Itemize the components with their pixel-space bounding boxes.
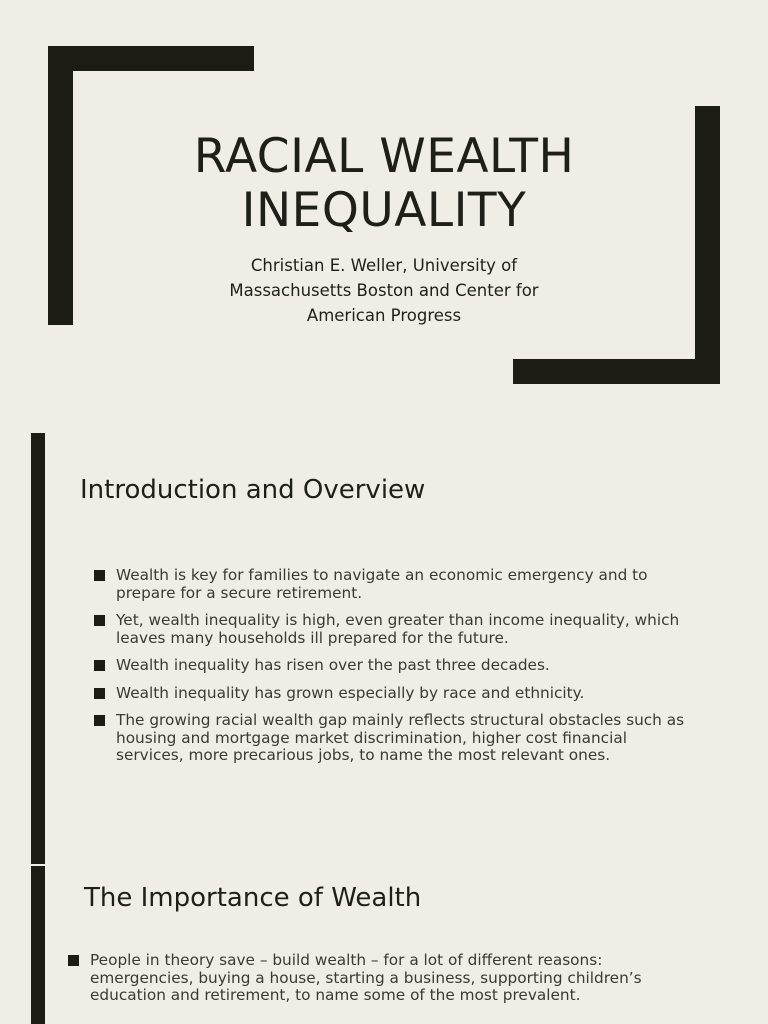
frame-bar-bottom [513,359,720,384]
subtitle-line3: American Progress [306,306,462,325]
importance-bullet-list [66,952,696,1015]
list-item: People in theory save – build wealth – for a lot of different reasons: emergencies, buying a house, starting a business, supporting children’s education and retirement, to name some of the most prevalent. [66,952,696,1005]
accent-bar [31,866,45,1024]
square-bullet-icon [94,688,105,699]
frame-bar-left [48,46,73,325]
slide-title-line2: INEQUALITY [241,183,527,238]
frame-bar-top [48,46,254,71]
list-item: The growing racial wealth gap mainly reflects structural obstacles such as housing and mortgage market discrimination, higher cost financial services, more precarious jobs, to name the most relevant ones. [92,712,692,765]
list-item: Wealth is key for families to navigate an economic emergency and to prepare for a secure retirement. [92,567,692,602]
square-bullet-icon [94,660,105,671]
list-item: Wealth inequality has risen over the past three decades. [92,657,692,675]
slide-subtitle [160,253,608,328]
section-heading-importance: The Importance of Wealth [84,883,422,913]
square-bullet-icon [94,615,105,626]
square-bullet-icon [94,715,105,726]
slide-title [100,130,668,238]
frame-bar-right [695,106,720,384]
slide-title-line1: RACIAL WEALTH [193,129,575,184]
intro-bullet-list [92,567,692,775]
section-heading-intro: Introduction and Overview [80,475,426,505]
accent-bar [31,433,45,864]
square-bullet-icon [68,955,79,966]
square-bullet-icon [94,570,105,581]
list-item: Wealth inequality has grown especially by race and ethnicity. [92,685,692,703]
subtitle-line1: Christian E. Weller, University of [250,256,518,275]
subtitle-line2: Massachusetts Boston and Center for [229,281,539,300]
list-item: Yet, wealth inequality is high, even greater than income inequality, which leaves many households ill prepared for the future. [92,612,692,647]
